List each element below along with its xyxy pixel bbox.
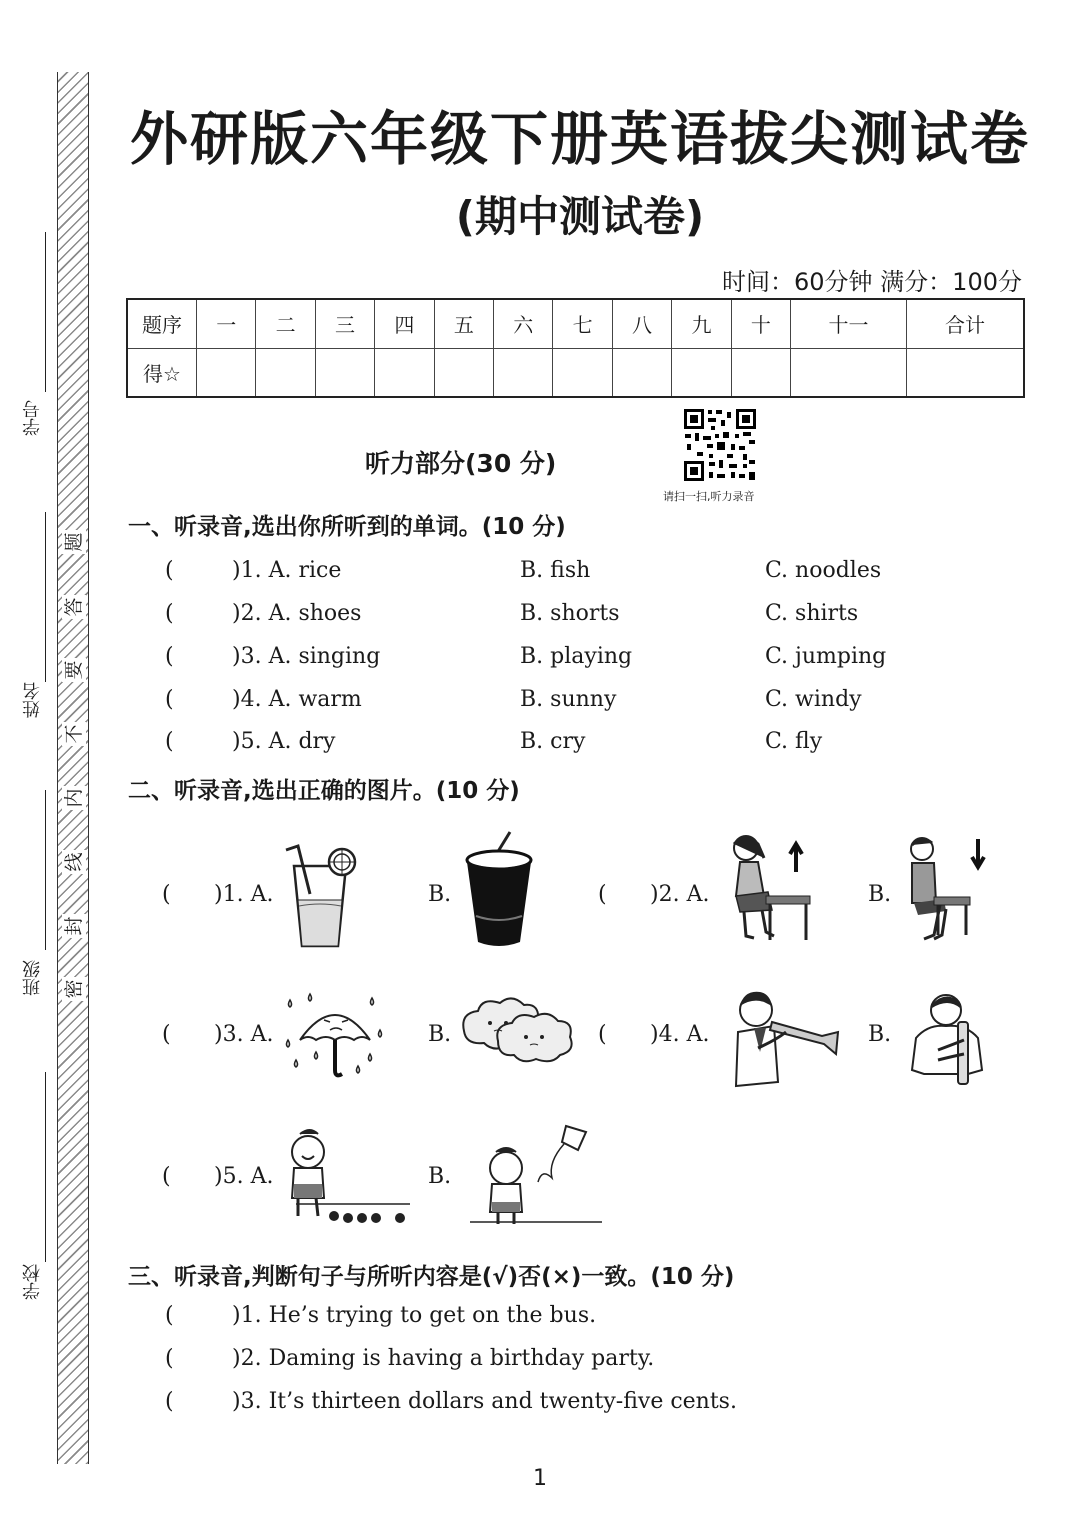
score-cell[interactable]: [791, 348, 907, 397]
s2-q1-option-b: B.: [428, 882, 452, 907]
s3-q3-text: )3. It’s thirteen dollars and twenty-five cents.: [232, 1389, 737, 1414]
score-col-header: 六: [494, 299, 553, 348]
dark-cup-icon[interactable]: [462, 830, 537, 950]
score-col-header: 八: [612, 299, 671, 348]
s2-q5-option-b: B.: [428, 1164, 452, 1189]
section2-heading: 二、听录音,选出正确的图片。(10 分): [128, 778, 520, 804]
binding-line-right: [88, 72, 89, 1464]
score-col-header: 九: [672, 299, 731, 348]
seal-char: 内: [62, 786, 86, 810]
s1-q4-option-c: C. windy: [765, 687, 862, 712]
man-sitting-down-icon[interactable]: [904, 835, 988, 945]
answer-blank[interactable]: (: [598, 1022, 607, 1047]
score-cell[interactable]: [256, 348, 315, 397]
s2-q1-label: )1. A.: [214, 882, 274, 907]
score-row-label: 得☆: [127, 348, 197, 397]
score-cell[interactable]: [375, 348, 434, 397]
score-cell[interactable]: [494, 348, 553, 397]
name-blank[interactable]: [45, 512, 46, 682]
s2-q2-label: )2. A.: [650, 882, 710, 907]
answer-blank[interactable]: (: [165, 558, 174, 583]
answer-blank[interactable]: (: [165, 601, 174, 626]
clouds-icon[interactable]: [458, 995, 576, 1065]
s1-q3-option-c: C. jumping: [765, 644, 887, 669]
girl-standing-up-icon[interactable]: [722, 832, 814, 944]
s1-q1-option-c: C. noodles: [765, 558, 882, 583]
s3-q1-text: )1. He’s trying to get on the bus.: [232, 1303, 597, 1328]
s1-q2-option-b: B. shorts: [520, 601, 620, 626]
score-cell[interactable]: [197, 348, 256, 397]
answer-blank[interactable]: (: [165, 1303, 174, 1328]
s1-q2-option-a: )2. A. shoes: [232, 601, 362, 626]
score-col-header: 二: [256, 299, 315, 348]
seal-char: 答: [62, 595, 86, 619]
score-cell[interactable]: [553, 348, 612, 397]
score-cell[interactable]: [612, 348, 671, 397]
s1-q5-option-a: )5. A. dry: [232, 729, 336, 754]
score-col-header: 合计: [907, 299, 1024, 348]
name-label: 姓名: [22, 682, 43, 718]
score-col-header: 七: [553, 299, 612, 348]
qr-caption: 请扫一扫,听力录音: [663, 490, 755, 503]
answer-blank[interactable]: (: [165, 1346, 174, 1371]
s2-q4-option-b: B.: [868, 1022, 892, 1047]
score-col-header: 四: [375, 299, 434, 348]
seal-char: 题: [62, 530, 86, 554]
crying-boy-with-balls-icon[interactable]: [276, 1126, 412, 1226]
s1-q4-option-b: B. sunny: [520, 687, 617, 712]
answer-blank[interactable]: (: [165, 644, 174, 669]
s2-q3-label: )3. A.: [214, 1022, 274, 1047]
page-title: 外研版六年级下册英语拔尖测试卷: [129, 105, 1030, 173]
seal-char: 线: [62, 850, 86, 874]
score-cell[interactable]: [672, 348, 731, 397]
seal-char: 要: [62, 658, 86, 682]
class-blank[interactable]: [45, 790, 46, 950]
answer-blank[interactable]: (: [598, 882, 607, 907]
s1-q2-option-c: C. shirts: [765, 601, 859, 626]
score-cell[interactable]: [907, 348, 1024, 397]
rainy-umbrella-icon[interactable]: [280, 990, 390, 1080]
seal-char: 密: [62, 977, 86, 1001]
score-col-header: 十一: [791, 299, 907, 348]
s2-q4-label: )4. A.: [650, 1022, 710, 1047]
answer-blank[interactable]: (: [162, 882, 171, 907]
section1-heading: 一、听录音,选出你所听到的单词。(10 分): [128, 514, 566, 540]
page-subtitle: (期中测试卷): [455, 192, 705, 241]
answer-blank[interactable]: (: [162, 1022, 171, 1047]
score-col-header: 一: [197, 299, 256, 348]
class-label: 班级: [22, 960, 43, 996]
score-row-label: 题序: [127, 299, 197, 348]
score-col-header: 十: [731, 299, 790, 348]
score-col-header: 三: [315, 299, 374, 348]
s1-q4-option-a: )4. A. warm: [232, 687, 362, 712]
s1-q3-option-a: )3. A. singing: [232, 644, 381, 669]
score-col-header: 五: [434, 299, 493, 348]
score-table: [126, 298, 1025, 398]
s2-q2-option-b: B.: [868, 882, 892, 907]
s2-q5-label: )5. A.: [214, 1164, 274, 1189]
s1-q5-option-c: C. fly: [765, 729, 823, 754]
s2-q3-option-b: B.: [428, 1022, 452, 1047]
seal-char: 封: [62, 914, 86, 938]
answer-blank[interactable]: (: [165, 687, 174, 712]
s1-q5-option-b: B. cry: [520, 729, 586, 754]
listening-heading: 听力部分(30 分): [365, 449, 557, 478]
answer-blank[interactable]: (: [165, 729, 174, 754]
score-cell[interactable]: [731, 348, 790, 397]
seal-char: 不: [62, 722, 86, 746]
student-id-blank[interactable]: [45, 232, 46, 392]
boy-flying-kite-icon[interactable]: [468, 1122, 604, 1226]
time-info: 时间：60分钟 满分：100分: [722, 268, 1022, 296]
score-cell[interactable]: [315, 348, 374, 397]
answer-blank[interactable]: (: [165, 1389, 174, 1414]
school-label: 学校: [22, 1264, 43, 1300]
binding-line-left: [57, 72, 58, 1464]
page-number: 1: [533, 1466, 547, 1491]
s1-q3-option-b: B. playing: [520, 644, 633, 669]
clarinet-player-icon[interactable]: [908, 990, 986, 1088]
school-blank[interactable]: [45, 1072, 46, 1262]
score-cell[interactable]: [434, 348, 493, 397]
s1-q1-option-b: B. fish: [520, 558, 591, 583]
trumpet-player-icon[interactable]: [734, 988, 842, 1088]
binding-margin-hatch: [58, 72, 88, 1464]
answer-blank[interactable]: (: [162, 1164, 171, 1189]
section3-heading: 三、听录音,判断句子与所听内容是(√)否(×)一致。(10 分): [128, 1264, 735, 1290]
s1-q1-option-a: )1. A. rice: [232, 558, 342, 583]
student-id-label: 学号: [22, 400, 43, 436]
qr-code-icon[interactable]: [683, 408, 757, 482]
juice-glass-icon[interactable]: [284, 842, 359, 950]
s3-q2-text: )2. Daming is having a birthday party.: [232, 1346, 655, 1371]
